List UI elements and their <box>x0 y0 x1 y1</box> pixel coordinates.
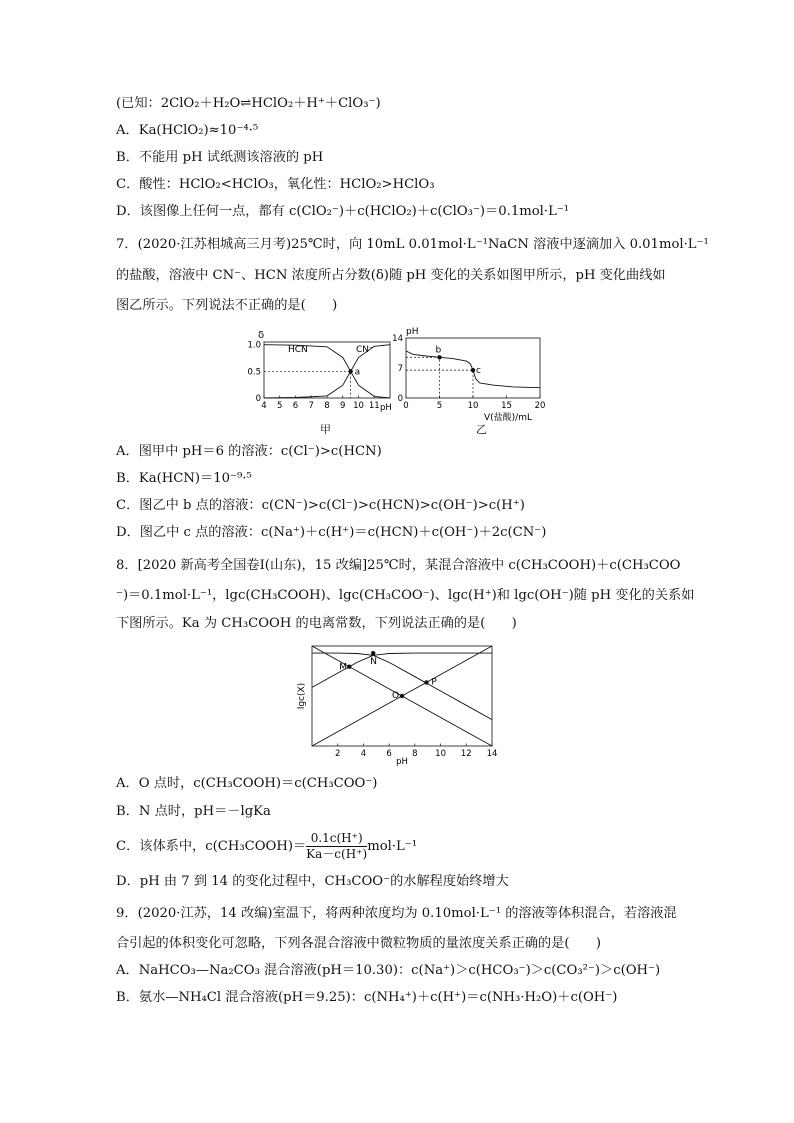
y-axis-label: lgc(X) <box>297 682 307 710</box>
q6-option-a: A．Ka(HClO₂)≈10⁻⁴·⁵ <box>116 123 259 138</box>
data-point <box>471 368 475 372</box>
point-label: a <box>354 367 361 378</box>
x-axis-label: V(盐酸)/mL <box>484 413 532 423</box>
q7-stem-2: 的盐酸，溶液中 CN⁻、HCN 浓度所占分数(δ)随 pH 变化的关系如图甲所示，pH 变化曲线如 <box>116 268 666 283</box>
x-tick-label: 20 <box>534 401 546 411</box>
x-tick-label: 6 <box>386 749 392 759</box>
x-tick-label: 10 <box>467 401 479 411</box>
guide-dashed-line <box>406 357 440 398</box>
x-tick-label: 7 <box>308 401 314 411</box>
chart-yi-caption: 乙 <box>476 423 487 436</box>
q7-option-b: B．Ka(HCN)＝10⁻⁹·⁵ <box>116 471 252 486</box>
y-tick-label: 0 <box>397 394 403 404</box>
q6-known: (已知：2ClO₂＋H₂O⇌HClO₂＋H⁺＋ClO₃⁻) <box>116 96 381 111</box>
x-tick-label: 6 <box>292 401 299 411</box>
q7-option-a: A．图甲中 pH＝6 的溶液：c(Cl⁻)>c(HCN) <box>116 444 382 459</box>
x-tick-label: 0 <box>403 401 409 411</box>
x-tick-label: 12 <box>460 749 472 759</box>
x-tick-label: 4 <box>261 401 267 411</box>
series-label-cn: CN⁻ <box>356 345 374 355</box>
guide-dashed-line <box>264 371 351 398</box>
data-point <box>347 665 351 669</box>
q7-stem-3: 图乙所示。下列说法不正确的是( ) <box>116 298 338 313</box>
q6-option-b: B．不能用 pH 试纸测该溶液的 pH <box>116 150 324 165</box>
q8-stem-1: 8．[2020 新高考全国卷Ⅰ(山东)，15 改编]25℃时，某混合溶液中 c(CH₃COOH)＋c(CH₃COO <box>116 558 681 573</box>
point-label: M <box>339 662 348 673</box>
q9-option-a: A．NaHCO₃—Na₂CO₃ 混合溶液(pH＝10.30)：c(Na⁺)＞c(HCO₃⁻)＞c(CO₃²⁻)＞c(OH⁻) <box>116 963 661 978</box>
chart-jia-caption: 甲 <box>320 423 331 436</box>
x-tick-label: 15 <box>501 401 512 411</box>
q6-option-c: C．酸性：HClO₂<HClO₃，氧化性：HClO₂>HClO₃ <box>116 177 435 192</box>
chart-jia <box>236 326 396 436</box>
x-tick-label: 5 <box>277 401 283 411</box>
x-tick-label: 10 <box>435 749 446 759</box>
x-tick-label: 9 <box>340 401 346 411</box>
y-axis-label: δ <box>258 330 265 341</box>
y-tick-label: 0 <box>255 394 261 404</box>
x-tick-label: 8 <box>324 401 330 411</box>
q9-option-b: B．氨水—NH₄Cl 混合溶液(pH＝9.25)：c(NH₄⁺)＋c(H⁺)＝c(NH₃·H₂O)＋c(OH⁻) <box>116 990 618 1005</box>
q9-stem-1: 9．(2020·江苏，14 改编)室温下，将两种浓度均为 0.10mol·L⁻¹ 的溶液等体积混合，若溶液混 <box>116 906 677 921</box>
point-label: b <box>435 345 442 356</box>
chart-lgc <box>294 640 504 768</box>
data-point <box>348 369 352 373</box>
x-tick-label: 4 <box>360 749 367 759</box>
series-label-hcn: HCN <box>288 345 308 355</box>
q8-option-c <box>116 830 417 864</box>
x-axis-label: pH <box>396 757 408 767</box>
q8-option-c-unit: mol·L⁻¹ <box>367 839 418 854</box>
q8-stem-2: ⁻)＝0.1mol·L⁻¹，lgc(CH₃COOH)、lgc(CH₃COO⁻)、lgc(H⁺)和 lgc(OH⁻)随 pH 变化的关系如 <box>116 588 695 603</box>
x-tick-label: 8 <box>412 749 418 759</box>
q7-option-c: C．图乙中 b 点的溶液：c(CN⁻)>c(Cl⁻)>c(HCN)>c(OH⁻)>c(H⁺) <box>116 498 525 513</box>
point-label: c <box>476 366 481 377</box>
q7-option-d: D．图乙中 c 点的溶液：c(Na⁺)＋c(H⁺)＝c(HCN)＋c(OH⁻)＋2c(CN⁻) <box>116 525 547 540</box>
q8-option-c-fraction <box>306 831 367 862</box>
fraction-denominator: Ka－c(H⁺) <box>306 847 368 861</box>
point-label: N <box>370 657 377 668</box>
y-tick-label: 0.5 <box>247 367 261 378</box>
x-tick-label: 5 <box>436 401 443 411</box>
q8-stem-3: 下图所示。Ka 为 CH₃COOH 的电离常数，下列说法正确的是( ) <box>116 616 517 631</box>
q7-stem-1: 7．(2020·江苏相城高三月考)25℃时，向 10mL 0.01mol·L⁻¹NaCN 溶液中逐滴加入 0.01mol·L⁻¹ <box>116 237 709 252</box>
y-tick-label: 7 <box>397 364 403 374</box>
q9-stem-2: 合引起的体积变化可忽略，下列各混合溶液中微粒物质的量浓度关系正确的是( ) <box>116 936 602 951</box>
data-point <box>437 355 441 359</box>
q8-option-c-prefix: C．该体系中，c(CH₃COOH)＝ <box>116 839 307 854</box>
x-tick-label: 14 <box>486 749 498 759</box>
point-label: O <box>392 691 400 701</box>
q6-option-d: D．该图像上任何一点，都有 c(ClO₂⁻)＋c(HClO₂)＋c(ClO₃⁻)＝0.1mol·L⁻¹ <box>116 204 570 219</box>
q8-option-b: B．N 点时，pH＝－lgKa <box>116 804 271 819</box>
data-point <box>400 694 404 698</box>
y-tick-label: 14 <box>392 334 403 344</box>
q8-option-a: A．O 点时，c(CH₃COOH)＝c(CH₃COO⁻) <box>116 776 378 791</box>
chart-yi <box>392 324 562 429</box>
x-axis-label: pH <box>380 403 392 413</box>
point-label: P <box>431 677 437 688</box>
x-tick-label: 11 <box>368 401 380 411</box>
x-tick-label: 10 <box>353 401 364 411</box>
q8-option-d: D．pH 由 7 到 14 的变化过程中，CH₃COO⁻的水解程度始终增大 <box>116 874 509 889</box>
x-tick-label: 2 <box>335 749 341 759</box>
data-point <box>371 651 375 655</box>
fraction-numerator: 0.1c(H⁺) <box>306 831 367 847</box>
y-tick-label: 1.0 <box>247 340 261 351</box>
y-axis-label: pH <box>406 327 419 337</box>
data-point <box>424 680 428 684</box>
